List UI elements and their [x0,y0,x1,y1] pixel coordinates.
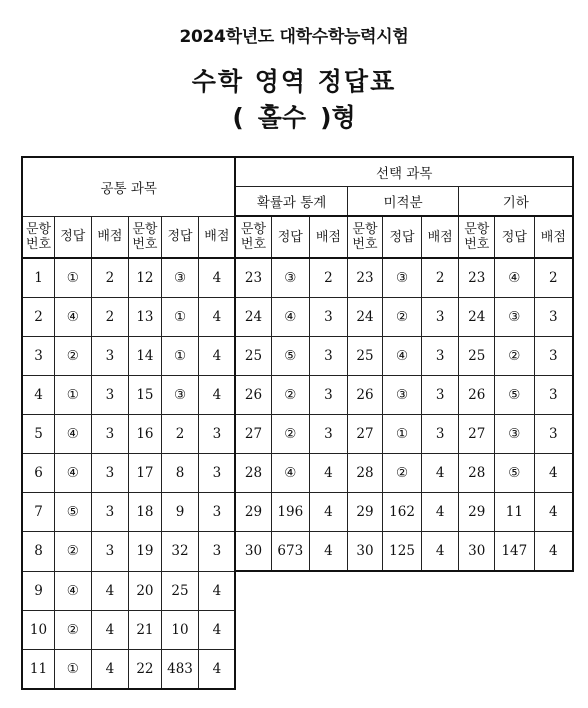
common-points-cell: 4 [199,649,236,689]
common-question-number-cell: 3 [22,337,55,376]
empty-area [235,649,573,689]
common-points-cell: 4 [91,649,129,689]
elective-answer-cell: ④ [271,298,310,337]
elective-question-number-cell: 25 [459,337,495,376]
elective-question-number-cell: 24 [347,298,383,337]
common-answer-cell: ③ [161,258,199,298]
common-question-number-cell: 17 [129,454,162,493]
common-question-number-cell: 6 [22,454,55,493]
elective-question-number-cell: 28 [459,454,495,493]
subtitle-close: )형 [320,103,356,132]
elective-answer-cell: ① [383,415,422,454]
exam-name: 2024학년도 대학수학능력시험 [179,27,409,47]
column-header-answer: 정답 [55,216,92,258]
common-question-number-cell: 1 [22,258,55,298]
common-answer-cell: ⑤ [55,493,92,532]
column-header-answer: 정답 [383,216,422,258]
common-answer-cell: 32 [161,532,199,572]
column-header-number-line: 번호 [240,237,267,252]
common-points-cell: 4 [199,258,236,298]
common-points-cell: 3 [91,493,129,532]
common-points-cell: 3 [91,532,129,572]
elective-points-cell: 3 [310,415,348,454]
elective-points-cell: 2 [310,258,348,298]
common-points-cell: 3 [91,454,129,493]
elective-answer-cell: ④ [383,337,422,376]
elective-answer-cell: ③ [495,298,535,337]
page-title: 수학 영역 정답표 [191,67,397,96]
elective-answer-cell: ② [271,415,310,454]
common-points-cell: 4 [199,571,236,610]
elective-name-1: 미적분 [347,187,459,217]
column-header-number-line: 문항 [132,221,158,237]
elective-question-number-cell: 30 [459,532,495,572]
elective-question-number-cell: 30 [235,532,271,572]
common-answer-cell: ④ [55,298,92,337]
column-header-number-line: 번호 [25,236,52,252]
table-row [22,415,573,454]
elective-question-number-cell: 27 [347,415,383,454]
elective-points-cell: 3 [421,415,459,454]
elective-name-0: 확률과 통계 [235,187,347,217]
empty-area [235,571,573,610]
table-row [22,649,573,689]
elective-answer-cell: ② [271,376,310,415]
column-header-number [235,216,271,258]
common-question-number-cell: 16 [129,415,162,454]
elective-points-cell: 3 [421,298,459,337]
common-answer-cell: 2 [161,415,199,454]
elective-answer-cell: ③ [383,376,422,415]
elective-question-number-cell: 23 [347,258,383,298]
elective-question-number-cell: 27 [459,415,495,454]
elective-answer-cell: ⑤ [495,454,535,493]
table-row [22,258,573,298]
common-answer-cell: ④ [55,454,92,493]
common-answer-cell: 10 [161,610,199,649]
common-points-cell: 4 [199,376,236,415]
elective-points-cell: 3 [310,298,348,337]
column-header-number-line: 문항 [352,222,378,237]
elective-points-cell: 3 [534,415,573,454]
table-row [22,532,573,572]
column-header-number-line: 문항 [464,222,490,237]
elective-question-number-cell: 25 [235,337,271,376]
elective-question-number-cell: 29 [347,493,383,532]
common-points-cell: 3 [91,415,129,454]
elective-points-cell: 3 [310,376,348,415]
common-points-cell: 2 [91,258,129,298]
subtitle-type: 홀수 [257,103,307,132]
common-points-cell: 3 [199,493,236,532]
elective-question-number-cell: 26 [235,376,271,415]
column-header-points: 배점 [534,216,573,258]
elective-points-cell: 4 [421,454,459,493]
common-points-cell: 4 [91,610,129,649]
elective-points-cell: 3 [421,376,459,415]
elective-points-cell: 3 [534,298,573,337]
column-header-number [129,216,162,258]
table-row [22,298,573,337]
common-question-number-cell: 14 [129,337,162,376]
answer-table [21,156,574,690]
elective-answer-cell: ③ [271,258,310,298]
page-subtitle [0,98,588,134]
common-answer-cell: ④ [55,571,92,610]
elective-points-cell: 3 [534,337,573,376]
common-answer-cell: 483 [161,649,199,689]
common-answer-cell: ① [55,376,92,415]
elective-question-number-cell: 23 [459,258,495,298]
common-answer-cell: ② [55,610,92,649]
common-points-cell: 4 [199,610,236,649]
common-answer-cell: 8 [161,454,199,493]
subtitle-open-paren: ( [232,103,244,132]
common-question-number-cell: 8 [22,532,55,572]
column-header-number [22,216,55,258]
elective-question-number-cell: 24 [459,298,495,337]
elective-answer-cell: 11 [495,493,535,532]
common-points-cell: 3 [91,376,129,415]
column-header-number [347,216,383,258]
common-answer-cell: ③ [161,376,199,415]
common-answer-cell: ① [161,298,199,337]
elective-subject-header: 선택 과목 [235,157,573,187]
common-question-number-cell: 13 [129,298,162,337]
elective-answer-cell: ④ [271,454,310,493]
elective-points-cell: 4 [310,454,348,493]
column-header-points: 배점 [91,216,129,258]
common-points-cell: 3 [91,337,129,376]
table-row [22,493,573,532]
elective-question-number-cell: 26 [459,376,495,415]
elective-points-cell: 4 [421,532,459,572]
common-question-number-cell: 15 [129,376,162,415]
common-answer-cell: ② [55,337,92,376]
empty-area [235,610,573,649]
common-question-number-cell: 4 [22,376,55,415]
elective-points-cell: 2 [421,258,459,298]
elective-points-cell: 4 [534,454,573,493]
elective-points-cell: 3 [421,337,459,376]
common-question-number-cell: 12 [129,258,162,298]
elective-question-number-cell: 23 [235,258,271,298]
common-answer-cell: 25 [161,571,199,610]
elective-answer-cell: 125 [383,532,422,572]
common-question-number-cell: 7 [22,493,55,532]
elective-answer-cell: ⑤ [495,376,535,415]
elective-answer-cell: ② [495,337,535,376]
elective-answer-cell: 162 [383,493,422,532]
elective-question-number-cell: 26 [347,376,383,415]
common-subject-header: 공통 과목 [22,157,235,216]
column-header-number [459,216,495,258]
elective-answer-cell: ④ [495,258,535,298]
column-header-number-line: 번호 [132,236,158,252]
elective-question-number-cell: 27 [235,415,271,454]
elective-points-cell: 4 [421,493,459,532]
elective-answer-cell: ② [383,298,422,337]
common-points-cell: 4 [91,571,129,610]
common-points-cell: 3 [199,532,236,572]
common-answer-cell: ① [55,258,92,298]
common-question-number-cell: 18 [129,493,162,532]
elective-question-number-cell: 29 [459,493,495,532]
column-header-answer: 정답 [161,216,199,258]
table-row [22,337,573,376]
elective-question-number-cell: 25 [347,337,383,376]
elective-points-cell: 4 [534,532,573,572]
common-question-number-cell: 19 [129,532,162,572]
elective-answer-cell: ⑤ [271,337,310,376]
elective-question-number-cell: 29 [235,493,271,532]
elective-answer-cell: 196 [271,493,310,532]
common-points-cell: 4 [199,298,236,337]
common-answer-cell: ④ [55,415,92,454]
elective-answer-cell: 673 [271,532,310,572]
column-header-points: 배점 [421,216,459,258]
elective-points-cell: 3 [534,376,573,415]
common-question-number-cell: 21 [129,610,162,649]
common-question-number-cell: 2 [22,298,55,337]
elective-answer-cell: ③ [495,415,535,454]
column-header-answer: 정답 [271,216,310,258]
common-answer-cell: ① [55,649,92,689]
elective-question-number-cell: 30 [347,532,383,572]
elective-points-cell: 4 [310,493,348,532]
common-question-number-cell: 5 [22,415,55,454]
elective-question-number-cell: 28 [235,454,271,493]
column-header-answer: 정답 [495,216,535,258]
column-header-points: 배점 [199,216,236,258]
common-points-cell: 3 [199,415,236,454]
common-answer-cell: 9 [161,493,199,532]
common-question-number-cell: 11 [22,649,55,689]
elective-points-cell: 2 [534,258,573,298]
column-header-number-line: 문항 [240,222,267,237]
common-answer-cell: ② [55,532,92,572]
column-header-number-line: 번호 [464,237,490,252]
elective-name-2: 기하 [459,187,573,217]
common-question-number-cell: 22 [129,649,162,689]
common-points-cell: 2 [91,298,129,337]
common-question-number-cell: 20 [129,571,162,610]
common-points-cell: 3 [199,454,236,493]
column-header-number-line: 문항 [25,221,52,237]
column-header-number-line: 번호 [352,237,378,252]
table-row [22,571,573,610]
column-header-points: 배점 [310,216,348,258]
table-row [22,610,573,649]
elective-answer-cell: ③ [383,258,422,298]
table-row [22,454,573,493]
elective-answer-cell: ② [383,454,422,493]
common-question-number-cell: 10 [22,610,55,649]
common-answer-cell: ① [161,337,199,376]
elective-points-cell: 4 [534,493,573,532]
common-question-number-cell: 9 [22,571,55,610]
elective-question-number-cell: 28 [347,454,383,493]
table-row [22,376,573,415]
elective-points-cell: 4 [310,532,348,572]
elective-points-cell: 3 [310,337,348,376]
elective-question-number-cell: 24 [235,298,271,337]
common-points-cell: 4 [199,337,236,376]
elective-answer-cell: 147 [495,532,535,572]
